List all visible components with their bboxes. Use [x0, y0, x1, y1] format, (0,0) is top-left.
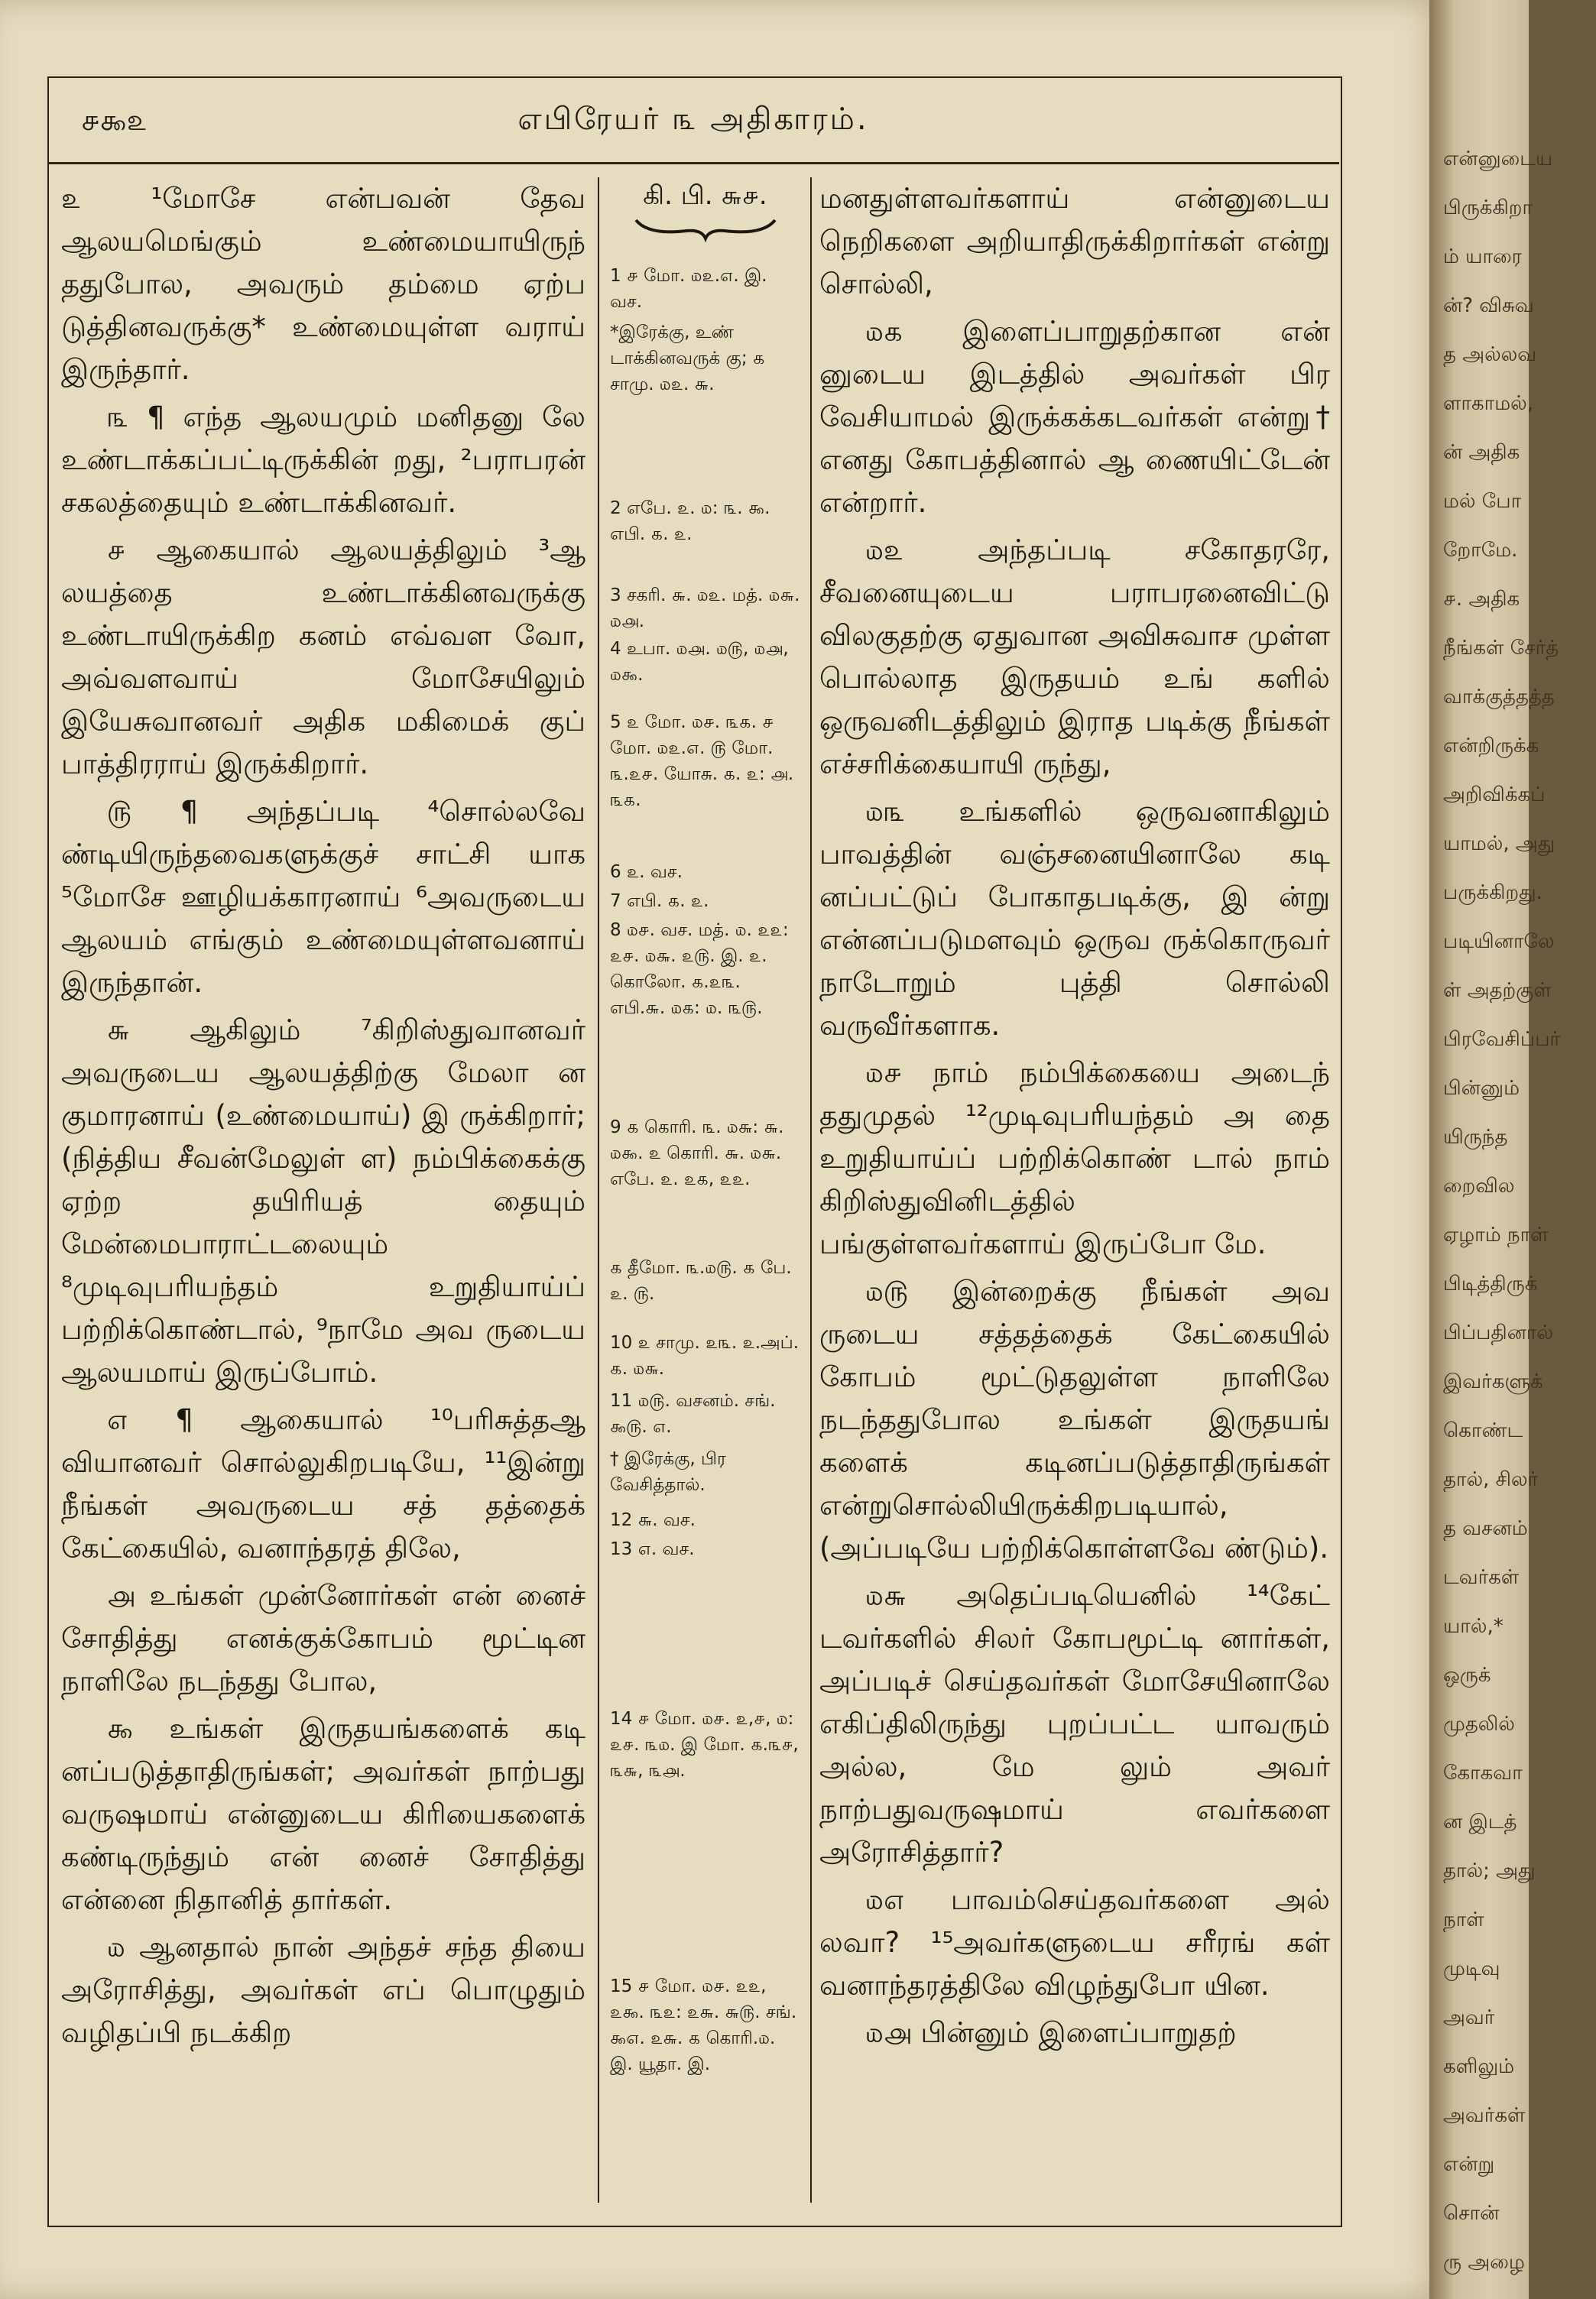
facing-page-fragment: அவர்கள் — [1443, 2104, 1526, 2127]
facing-page-fragment: கோகவா — [1443, 1762, 1523, 1785]
cross-reference: 5 ௨ மோ. ௰௪. ௩௧. ௪ மோ. ௰௨.௭. ௫ மோ. ௩.௨௪. யோசு. ௧. ௨: ௮. ௩௧. — [610, 712, 794, 810]
left-text-column — [61, 177, 586, 2059]
facing-page-fragment: ன்? விசுவ — [1443, 294, 1534, 317]
cross-reference: 1 ௪ மோ. ௰௨.௭. இ. வச. — [610, 266, 767, 312]
running-header — [47, 88, 1339, 161]
facing-page-fragment: ஒருக் — [1443, 1664, 1491, 1687]
facing-page-fragment: நாள் — [1443, 1908, 1484, 1931]
facing-page-fragment: ரு அழை — [1443, 2251, 1525, 2274]
facing-page-fragment: றைவில — [1443, 1175, 1515, 1198]
column-divider-left — [598, 177, 599, 2203]
facing-page-fragment: நீங்கள் சேர்த் — [1443, 637, 1559, 660]
facing-page-fragment: அறிவிக்கப் — [1443, 783, 1546, 806]
cross-reference: 3 சகரி. ௬. ௰௨. மத். ௰௬. ௰௮. — [610, 585, 800, 631]
facing-page-fragment: வாக்குத்தத்த — [1443, 686, 1555, 709]
verse: ௰ ஆனதால் நான் அந்தச் சந்த தியை அரோசித்து, அவர்கள் எப் பொழுதும் வழிதப்பி நடக்கிற — [61, 1931, 586, 2049]
verse: ௩ ¶ எந்த ஆலயமும் மனிதனு லே உண்டாக்கப்பட்டிருக்கின் றது, ²பராபரன் சகலத்தையும் உண்டாக்கினவர். — [61, 400, 586, 519]
verse: ௰௧ இளைப்பாறுதற்கான என் னுடைய இடத்தில் அவர்கள் பிர வேசியாமல் இருக்கக்கடவர்கள் என்று† எனது கோபத்தினால் ஆ ணையிட்டேன் என்றார். — [819, 315, 1330, 519]
cross-reference: 12 ௬. வச. — [610, 1510, 696, 1530]
cross-reference: 6 ௨. வச. — [610, 862, 683, 882]
facing-page-fragment: மல் போ — [1443, 490, 1522, 513]
cross-reference: 7 எபி. ௧. ௨. — [610, 891, 709, 911]
facing-page-fragment: டவர்கள் — [1443, 1566, 1520, 1589]
facing-page-fragment: ம் யாரை — [1443, 245, 1523, 268]
facing-page-fragment: பருக்கிறது. — [1443, 881, 1542, 904]
verse: ௬ ஆகிலும் ⁷கிறிஸ்துவானவர் அவருடைய ஆலயத்திற்கு மேலா ன குமாரனாய் (உண்மையாய்) இ ருக்கிறார்; (நித்திய சீவன்மேலுள் ள) நம்பிக்கைக்கு ஏற்ற தயிரியத் தையும் மேன்மைபாராட்டலையும் ⁸முடிவுபரியந்தம் உறுதியாய்ப் பற்றிக்கொண்டால், ⁹நாமே அவ ருடைய ஆலயமாய் இருப்போம். — [61, 1013, 586, 1389]
facing-page-fragment: பிப்பதினால் — [1443, 1321, 1554, 1344]
verse: ௭ ¶ ஆகையால் ¹⁰பரிசுத்தஆ வியானவர் சொல்லுகிறபடியே, ¹¹இன்று நீங்கள் அவருடைய சத் தத்தைக் கேட்கையில், வனாந்தரத் திலே, — [61, 1403, 586, 1565]
cross-reference: 10 ௨ சாமு. ௨௩. ௨.அப். ௧. ௰௬. — [610, 1333, 800, 1379]
cross-reference: 2 எபே. ௨. ௰: ௩. ௯. எபி. ௧. ௨. — [610, 498, 770, 544]
cross-reference-column — [604, 177, 806, 2074]
cross-reference: *இரேக்கு, உண் டாக்கினவருக் கு; ௧ சாமு. ௰௨. ௬. — [610, 323, 765, 394]
verse: ௰௩ உங்களில் ஒருவனாகிலும் பாவத்தின் வஞ்சனையினாலே கடி னப்பட்டுப் போகாதபடிக்கு, இ ன்று என்னப்படுமளவும் ஒருவ ருக்கொருவர் நாடோறும் புத்தி சொல்லி வருவீர்களாக. — [819, 795, 1330, 1042]
facing-page-fragment: படியினாலே — [1443, 930, 1555, 953]
facing-page-fragment: சொன் — [1443, 2202, 1500, 2225]
facing-page-fragment: ன் அதிக — [1443, 441, 1520, 464]
facing-page-fragment: முதலில் — [1443, 1713, 1515, 1736]
cross-reference: 9 ௧ கொரி. ௩. ௰௬: ௬. ௰௯. ௨ கொரி. ௬. ௰௬. எபே. ௨. ௨௧, ௨௨. — [610, 1117, 784, 1189]
facing-page-fragment: தால், சிலர் — [1443, 1468, 1539, 1491]
facing-page-fragment: இவர்களுக் — [1443, 1370, 1543, 1393]
facing-page-fragment: களிலும் — [1443, 2055, 1515, 2078]
page-number: ௪௯௨ — [81, 103, 148, 137]
verse: ௫ ¶ அந்தப்படி ⁴சொல்லவே ண்டியிருந்தவைகளுக்குச் சாட்சி யாக ⁵மோசே ஊழியக்காரனாய் ⁶அவருடைய ஆலயம் எங்கும் உண்மையுள்ளவனாய் இருந்தான். — [61, 795, 586, 999]
facing-page-fragment: யிருந்த — [1443, 1126, 1508, 1149]
verse: ௰௭ பாவம்செய்தவர்களை அல் லவா? ¹⁵அவர்களுடைய சரீரங் கள் வனாந்தரத்திலே விழுந்துபோ யின. — [819, 1883, 1330, 2002]
verse: மனதுள்ளவர்களாய் என்னுடைய நெறிகளை அறியாதிருக்கிறார்கள் என்று சொல்லி, — [819, 182, 1330, 300]
facing-page-fragment: ள் அதற்குள் — [1443, 979, 1552, 1002]
facing-page-fragment: என்னுடைய — [1443, 148, 1553, 170]
facing-page-fragment: பிருக்கிறா — [1443, 196, 1533, 219]
facing-page-fragment: யால்,* — [1443, 1615, 1504, 1638]
facing-page-fragment: தால்; அது — [1443, 1860, 1536, 1882]
verse: ௰௨ அந்தப்படி சகோதரரே, சீவனையுடைய பராபரனைவிட்டு விலகுதற்கு ஏதுவான அவிசுவாச முள்ள பொல்லாத இருதயம் உங் களில் ஒருவனிடத்திலும் இராத படிக்கு நீங்கள் எச்சரிக்கையாயி ருந்து, — [819, 533, 1330, 780]
verse: ௰௫ இன்றைக்கு நீங்கள் அவ ருடைய சத்தத்தைக் கேட்கையில் கோபம் மூட்டுதலுள்ள நாளிலே நடந்ததுபோல உங்கள் இருதயங் களைக் கடினப்படுத்தாதிருங்கள் என்றுசொல்லியிருக்கிறபடியால், (அப்படியே பற்றிக்கொள்ளவே ண்டும்). — [819, 1275, 1330, 1565]
cross-reference: 11 ௰௫. வசனம். சங். ௯௫. ௭. — [610, 1391, 776, 1437]
facing-page-fragment: பிரவேசிப்பர் — [1443, 1028, 1561, 1051]
header-rule — [47, 162, 1339, 164]
facing-page-fragment: ளாகாமல், — [1443, 392, 1534, 415]
facing-page-fragment: றோமே. — [1443, 539, 1518, 562]
facing-page-fragment: த அல்லவ — [1443, 343, 1537, 366]
cross-reference: † இரேக்கு, பிர வேசித்தால். — [610, 1449, 726, 1495]
era-heading: கி. பி. ௬௪. — [643, 180, 767, 211]
verse: ௰௬ அதெப்படியெனில் ¹⁴கேட் டவர்களில் சிலர் கோபமூட்டி னார்கள், அப்படிச் செய்தவர்கள் மோசேயினாலே எகிப்திலிருந்து புறப்பட்ட யாவரும் அல்ல, மே லும் அவர் நாற்பதுவருஷமாய் எவர்களை அரோசித்தார்? — [819, 1579, 1330, 1869]
facing-page-fragment: த வசனம் — [1443, 1517, 1528, 1540]
facing-page-fragment: பிடித்திருக் — [1443, 1273, 1538, 1295]
right-text-column — [819, 177, 1330, 2059]
cross-reference: 13 ௭. வச. — [610, 1539, 695, 1559]
facing-page-fragment: யாமல், அது — [1443, 832, 1555, 855]
ornamental-brace-icon — [633, 216, 778, 242]
facing-page-fragment: அவர் — [1443, 2006, 1495, 2029]
verse: ௰௪ நாம் நம்பிக்கையை அடைந் ததுமுதல் ¹²முடிவுபரியந்தம் அ தை உறுதியாய்ப் பற்றிக்கொண் டால் நாம் கிறிஸ்துவினிடத்தில் பங்குள்ளவர்களாய் இருப்போ மே. — [819, 1056, 1330, 1260]
facing-page-fragment: கொண்ட — [1443, 1419, 1523, 1442]
cross-reference: 14 ௪ மோ. ௰௪. ௨,௪, ௰: ௨௪. ௩௰. இ மோ. ௧.௩௪, ௩௬, ௩௮. — [610, 1709, 799, 1781]
verse: ௰௮ பின்னும் இளைப்பாறுதற் — [865, 2016, 1237, 2049]
facing-page-fragment: ஏழாம் நாள் — [1443, 1224, 1549, 1247]
cross-reference: 4 உபா. ௰௮. ௰௫, ௰௮, ௰௯. — [610, 639, 789, 685]
cross-reference: 15 ௪ மோ. ௰௪. ௨௨, ௨௯. ௩௨: ௨௬. ௬௫. சங். ௯௭. ௨௬. ௧ கொரி.௰. இ. யூதா. இ. — [610, 1976, 797, 2074]
verse: ௮ உங்கள் முன்னோர்கள் என் னைச் சோதித்து எனக்குக்கோபம் மூட்டின நாளிலே நடந்தது போல, — [61, 1579, 586, 1697]
facing-page-fragment: ௪. அதிக — [1443, 588, 1520, 611]
chapter-heading: எபிரேயர் ௩ அதிகாரம். — [517, 102, 869, 137]
facing-page-fragment: பின்னும் — [1443, 1077, 1520, 1100]
facing-page-edge — [1429, 0, 1561, 2299]
facing-page-fragment: என்று — [1443, 2153, 1495, 2176]
cross-reference: 8 ௰௪. வச. மத். ௰. ௨௨: ௨௪. ௰௬. ௨௫. இ. ௨. கொலோ. ௧.௨௩. எபி.௬. ௰௧: ௰. ௩௫. — [610, 920, 789, 1018]
facing-page-fragment: முடிவு — [1443, 1957, 1500, 1980]
facing-page-fragment: ன இடத் — [1443, 1811, 1517, 1834]
verse: ௪ ஆகையால் ஆலயத்திலும் ³ஆ லயத்தை உண்டாக்கினவருக்கு உண்டாயிருக்கிற கனம் எவ்வள வோ, அவ்வளவாய் மோசேயிலும் இயேசுவானவர் அதிக மகிமைக் குப் பாத்திரராய் இருக்கிறார். — [61, 533, 586, 780]
cross-reference: ௧ தீமோ. ௩.௰௫. ௧ பே. ௨. ௫. — [610, 1258, 792, 1304]
column-divider-right — [810, 177, 812, 2203]
facing-page-fragment: என்றிருக்க — [1443, 734, 1539, 757]
verse: ௯ உங்கள் இருதயங்களைக் கடி னப்படுத்தாதிருங்கள்; அவர்கள் நாற்பது வருஷமாய் என்னுடைய கிரியைகளைக் கண்டிருந்தும் என் னைச் சோதித்து என்னை நிதானித் தார்கள். — [61, 1712, 586, 1916]
verse: ௨ ¹மோசே என்பவன் தேவ ஆலயமெங்கும் உண்மையாயிருந் ததுபோல, அவரும் தம்மை ஏற்ப டுத்தினவருக்கு* உண்மையுள்ள வராய் இருந்தார். — [61, 182, 586, 386]
